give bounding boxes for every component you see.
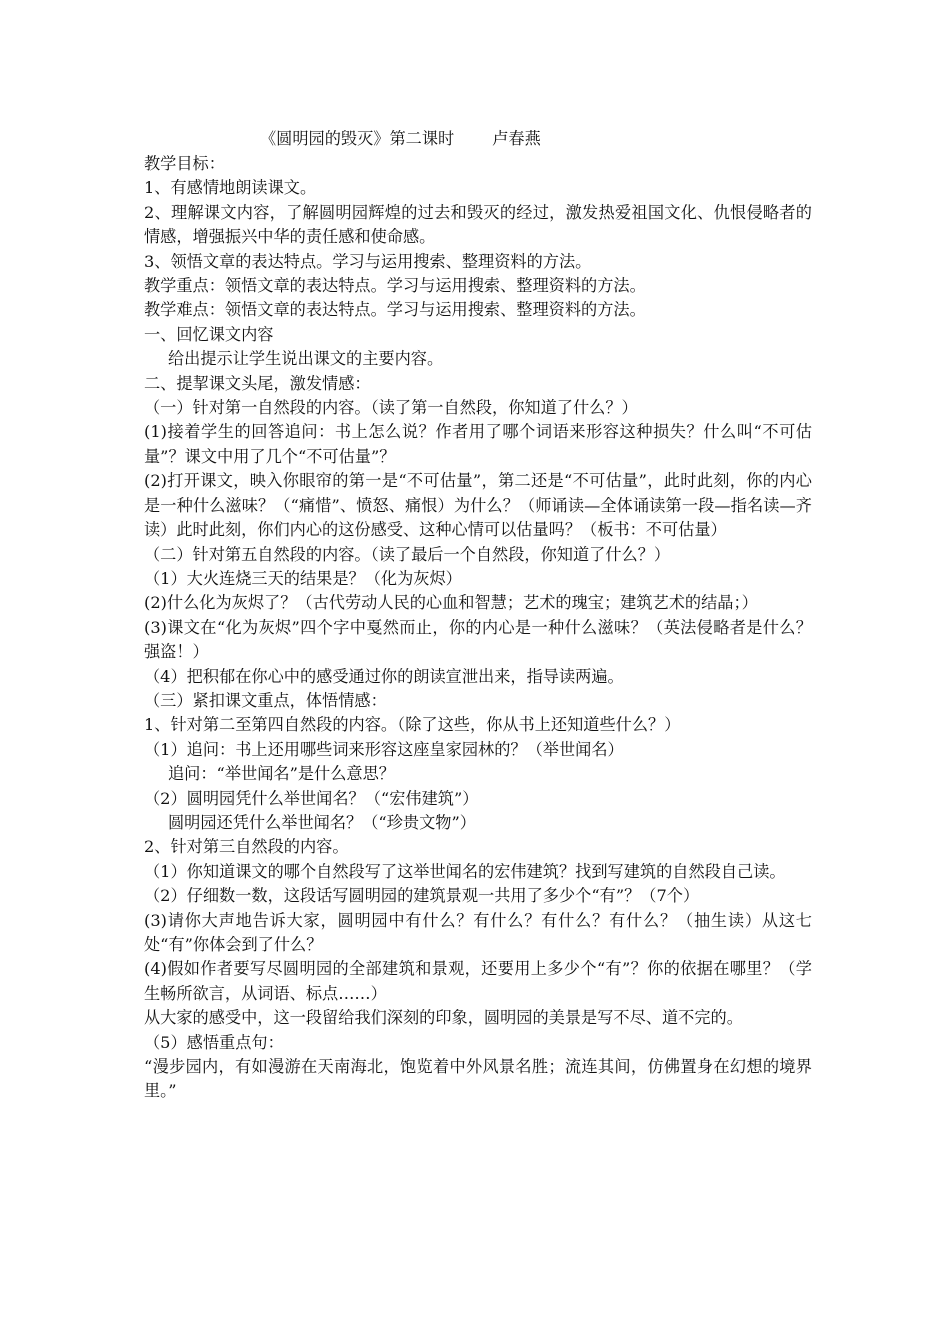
paragraph: （1）大火连烧三天的结果是？（化为灰烬） — [144, 568, 462, 588]
paragraph: （一）针对第一自然段的内容。（读了第一自然段，你知道了什么？） — [144, 398, 638, 418]
paragraph-list — [144, 152, 812, 1104]
paragraph: （2）仔细数一数，这段话写圆明园的建筑景观一共用了多少个“有”？（7个） — [144, 886, 700, 906]
paragraph: 1、有感情地朗读课文。 — [144, 178, 317, 198]
paragraph: （5）感悟重点句： — [144, 1032, 284, 1052]
paragraph: 教学难点：领悟文章的表达特点。学习与运用搜索、整理资料的方法。 — [144, 300, 646, 320]
paragraph: 追问：“举世闻名”是什么意思？ — [168, 764, 395, 784]
paragraph: 圆明园还凭什么举世闻名？（“珍贵文物”） — [168, 812, 476, 832]
paragraph: (1)接着学生的回答追问：书上怎么说？作者用了哪个词语来形容这种损失？什么叫“不可估量”？课文中用了几个“不可估量”？ — [144, 422, 812, 466]
paragraph: 给出提示让学生说出课文的主要内容。 — [168, 349, 444, 369]
paragraph: （二）针对第五自然段的内容。（读了最后一个自然段，你知道了什么？） — [144, 544, 671, 564]
paragraph: （4）把积郁在你心中的感受通过你的朗读宣泄出来，指导读两遍。 — [144, 666, 624, 686]
paragraph: “漫步园内，有如漫游在天南海北，饱览着中外风景名胜；流连其间，仿佛置身在幻想的境界里。” — [144, 1057, 812, 1101]
paragraph: 从大家的感受中，这一段留给我们深刻的印象，圆明园的美景是写不尽、道不完的。 — [144, 1008, 743, 1028]
paragraph: 3、领悟文章的表达特点。学习与运用搜索、整理资料的方法。 — [144, 251, 592, 271]
paragraph: （1）你知道课文的哪个自然段写了这举世闻名的宏伟建筑？找到写建筑的自然段自己读。 — [144, 861, 786, 881]
paragraph: 一、回忆课文内容 — [144, 324, 274, 344]
paragraph: 2、理解课文内容，了解圆明园辉煌的过去和毁灭的经过，激发热爱祖国文化、仇恨侵略者的情感，增强振兴中华的责任感和使命感。 — [144, 202, 812, 247]
paragraph: (4)假如作者要写尽圆明园的全部建筑和景观，还要用上多少个“有”？你的依据在哪里？（学生畅所欲言，从词语、标点……） — [144, 959, 812, 1003]
document-title-line — [144, 126, 812, 152]
paragraph: 二、提挈课文头尾，激发情感： — [144, 373, 371, 393]
paragraph: (2)打开课文，映入你眼帘的第一是“不可估量”，第二还是“不可估量”，此时此刻，你的内心是一种什么滋味？（“痛惜”、愤怒、痛恨）为什么？（师诵读—全体诵读第一段—指名读—齐读）此时此刻，你们内心的这份感受、这种心情可以估量吗？（板书：不可估量） — [144, 471, 812, 540]
paragraph: (3)请你大声地告诉大家，圆明园中有什么？有什么？有什么？有什么？（抽生读）从这七处“有”你体会到了什么？ — [144, 910, 812, 954]
document-author: 卢春燕 — [492, 129, 541, 148]
document-body — [144, 126, 812, 1104]
paragraph: 教学重点：领悟文章的表达特点。学习与运用搜索、整理资料的方法。 — [144, 276, 646, 296]
paragraph: (3)课文在“化为灰烬”四个字中戛然而止，你的内心是一种什么滋味？（英法侵略者是什么？强盗！） — [144, 617, 812, 662]
paragraph: 2、针对第三自然段的内容。 — [144, 837, 349, 857]
paragraph: (2)什么化为灰烬了？（古代劳动人民的心血和智慧；艺术的瑰宝；建筑艺术的结晶；） — [144, 593, 758, 613]
paragraph: 教学目标： — [144, 154, 225, 173]
paragraph: 1、针对第二至第四自然段的内容。（除了这些，你从书上还知道些什么？） — [144, 715, 681, 735]
paragraph: （1）追问：书上还用哪些词来形容这座皇家园林的？（举世闻名） — [144, 739, 624, 759]
paragraph: （2）圆明园凭什么举世闻名？（“宏伟建筑”） — [144, 788, 479, 808]
document-title: 《圆明园的毁灭》第二课时 — [260, 129, 455, 148]
paragraph: （三）紧扣课文重点，体悟情感： — [144, 690, 387, 710]
